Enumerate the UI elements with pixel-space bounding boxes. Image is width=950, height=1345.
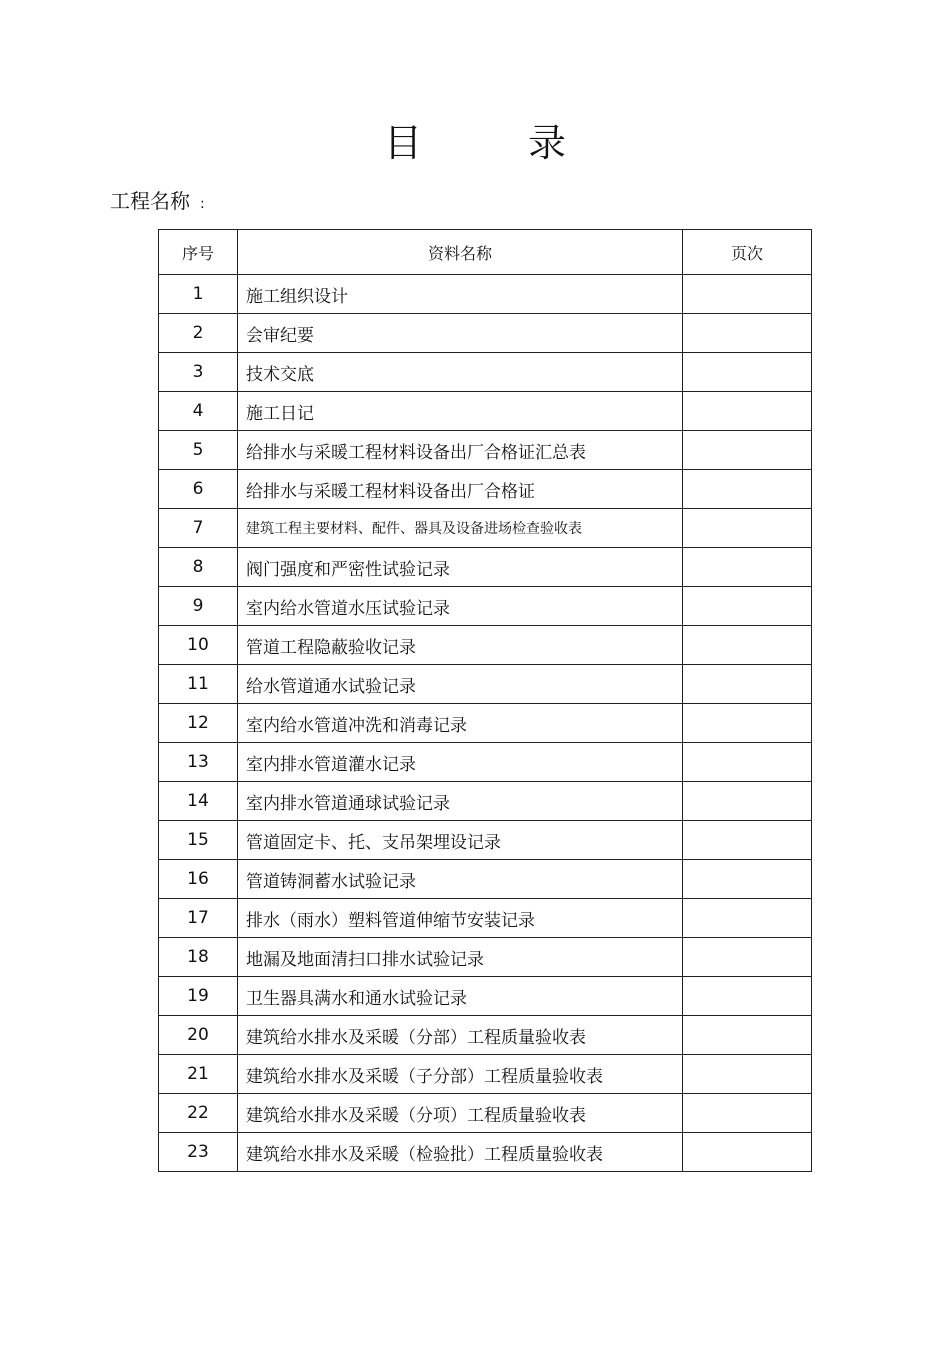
row-document-name: 卫生器具满水和通水试验记录 <box>238 977 683 1016</box>
row-number: 5 <box>159 431 238 470</box>
row-page <box>683 1055 812 1094</box>
row-document-name: 室内排水管道通球试验记录 <box>238 782 683 821</box>
row-number: 18 <box>159 938 238 977</box>
table-row <box>159 1016 812 1055</box>
project-name-colon: : <box>200 196 205 212</box>
row-document-name: 施工组织设计 <box>238 275 683 314</box>
header-page: 页次 <box>683 230 812 275</box>
row-document-name: 阀门强度和严密性试验记录 <box>238 548 683 587</box>
row-number: 14 <box>159 782 238 821</box>
row-number: 20 <box>159 1016 238 1055</box>
table-row <box>159 704 812 743</box>
row-document-name: 施工日记 <box>238 392 683 431</box>
table-row <box>159 977 812 1016</box>
row-number: 10 <box>159 626 238 665</box>
row-number: 9 <box>159 587 238 626</box>
row-page <box>683 977 812 1016</box>
row-page <box>683 275 812 314</box>
row-page <box>683 587 812 626</box>
table-row <box>159 587 812 626</box>
row-page <box>683 704 812 743</box>
row-document-name: 室内给水管道水压试验记录 <box>238 587 683 626</box>
row-page <box>683 470 812 509</box>
row-document-name: 管道固定卡、托、支吊架埋设记录 <box>238 821 683 860</box>
row-page <box>683 665 812 704</box>
table-row <box>159 1055 812 1094</box>
contents-table <box>158 229 812 1172</box>
row-document-name: 给排水与采暖工程材料设备出厂合格证汇总表 <box>238 431 683 470</box>
table-row <box>159 626 812 665</box>
table-row <box>159 743 812 782</box>
table-row <box>159 275 812 314</box>
row-number: 3 <box>159 353 238 392</box>
row-page <box>683 860 812 899</box>
table-row <box>159 1133 812 1172</box>
table-row <box>159 509 812 548</box>
row-number: 11 <box>159 665 238 704</box>
table-row <box>159 548 812 587</box>
page-title-char-1: 目 <box>383 121 422 165</box>
table-row <box>159 821 812 860</box>
table-body <box>159 275 812 1172</box>
row-document-name: 室内排水管道灌水记录 <box>238 743 683 782</box>
row-document-name: 技术交底 <box>238 353 683 392</box>
row-number: 8 <box>159 548 238 587</box>
header-row <box>159 230 812 275</box>
row-document-name: 给排水与采暖工程材料设备出厂合格证 <box>238 470 683 509</box>
row-page <box>683 938 812 977</box>
row-page <box>683 392 812 431</box>
row-number: 13 <box>159 743 238 782</box>
row-page <box>683 548 812 587</box>
row-number: 6 <box>159 470 238 509</box>
row-document-name: 给水管道通水试验记录 <box>238 665 683 704</box>
row-number: 17 <box>159 899 238 938</box>
header-number: 序号 <box>159 230 238 275</box>
page-title <box>0 118 950 168</box>
row-document-name: 室内给水管道冲洗和消毒记录 <box>238 704 683 743</box>
row-document-name: 会审纪要 <box>238 314 683 353</box>
row-document-name: 地漏及地面清扫口排水试验记录 <box>238 938 683 977</box>
row-page <box>683 743 812 782</box>
table-row <box>159 782 812 821</box>
table-row <box>159 899 812 938</box>
row-number: 2 <box>159 314 238 353</box>
row-document-name: 建筑给水排水及采暖（子分部）工程质量验收表 <box>238 1055 683 1094</box>
table-row <box>159 470 812 509</box>
row-page <box>683 899 812 938</box>
row-number: 16 <box>159 860 238 899</box>
row-page <box>683 353 812 392</box>
row-page <box>683 782 812 821</box>
header-name: 资料名称 <box>238 230 683 275</box>
row-page <box>683 509 812 548</box>
row-number: 4 <box>159 392 238 431</box>
row-document-name: 管道铸洞蓄水试验记录 <box>238 860 683 899</box>
row-page <box>683 626 812 665</box>
page-title-char-2: 录 <box>527 121 566 165</box>
table-row <box>159 938 812 977</box>
table-row <box>159 1094 812 1133</box>
row-number: 22 <box>159 1094 238 1133</box>
project-name-label: 工程名称 <box>110 189 190 213</box>
row-page <box>683 821 812 860</box>
row-document-name: 建筑工程主要材料、配件、器具及设备进场检查验收表 <box>238 509 683 548</box>
row-number: 1 <box>159 275 238 314</box>
row-number: 19 <box>159 977 238 1016</box>
row-number: 7 <box>159 509 238 548</box>
project-name-line <box>110 186 205 219</box>
row-document-name: 建筑给水排水及采暖（分项）工程质量验收表 <box>238 1094 683 1133</box>
row-number: 21 <box>159 1055 238 1094</box>
row-page <box>683 1016 812 1055</box>
table-row <box>159 353 812 392</box>
row-document-name: 建筑给水排水及采暖（检验批）工程质量验收表 <box>238 1133 683 1172</box>
row-page <box>683 431 812 470</box>
row-page <box>683 314 812 353</box>
row-page <box>683 1133 812 1172</box>
row-document-name: 管道工程隐蔽验收记录 <box>238 626 683 665</box>
row-page <box>683 1094 812 1133</box>
table-row <box>159 665 812 704</box>
table-row <box>159 431 812 470</box>
table-row <box>159 314 812 353</box>
table-row <box>159 392 812 431</box>
table-row <box>159 860 812 899</box>
row-number: 23 <box>159 1133 238 1172</box>
row-document-name: 建筑给水排水及采暖（分部）工程质量验收表 <box>238 1016 683 1055</box>
row-number: 12 <box>159 704 238 743</box>
row-document-name: 排水（雨水）塑料管道伸缩节安装记录 <box>238 899 683 938</box>
row-number: 15 <box>159 821 238 860</box>
